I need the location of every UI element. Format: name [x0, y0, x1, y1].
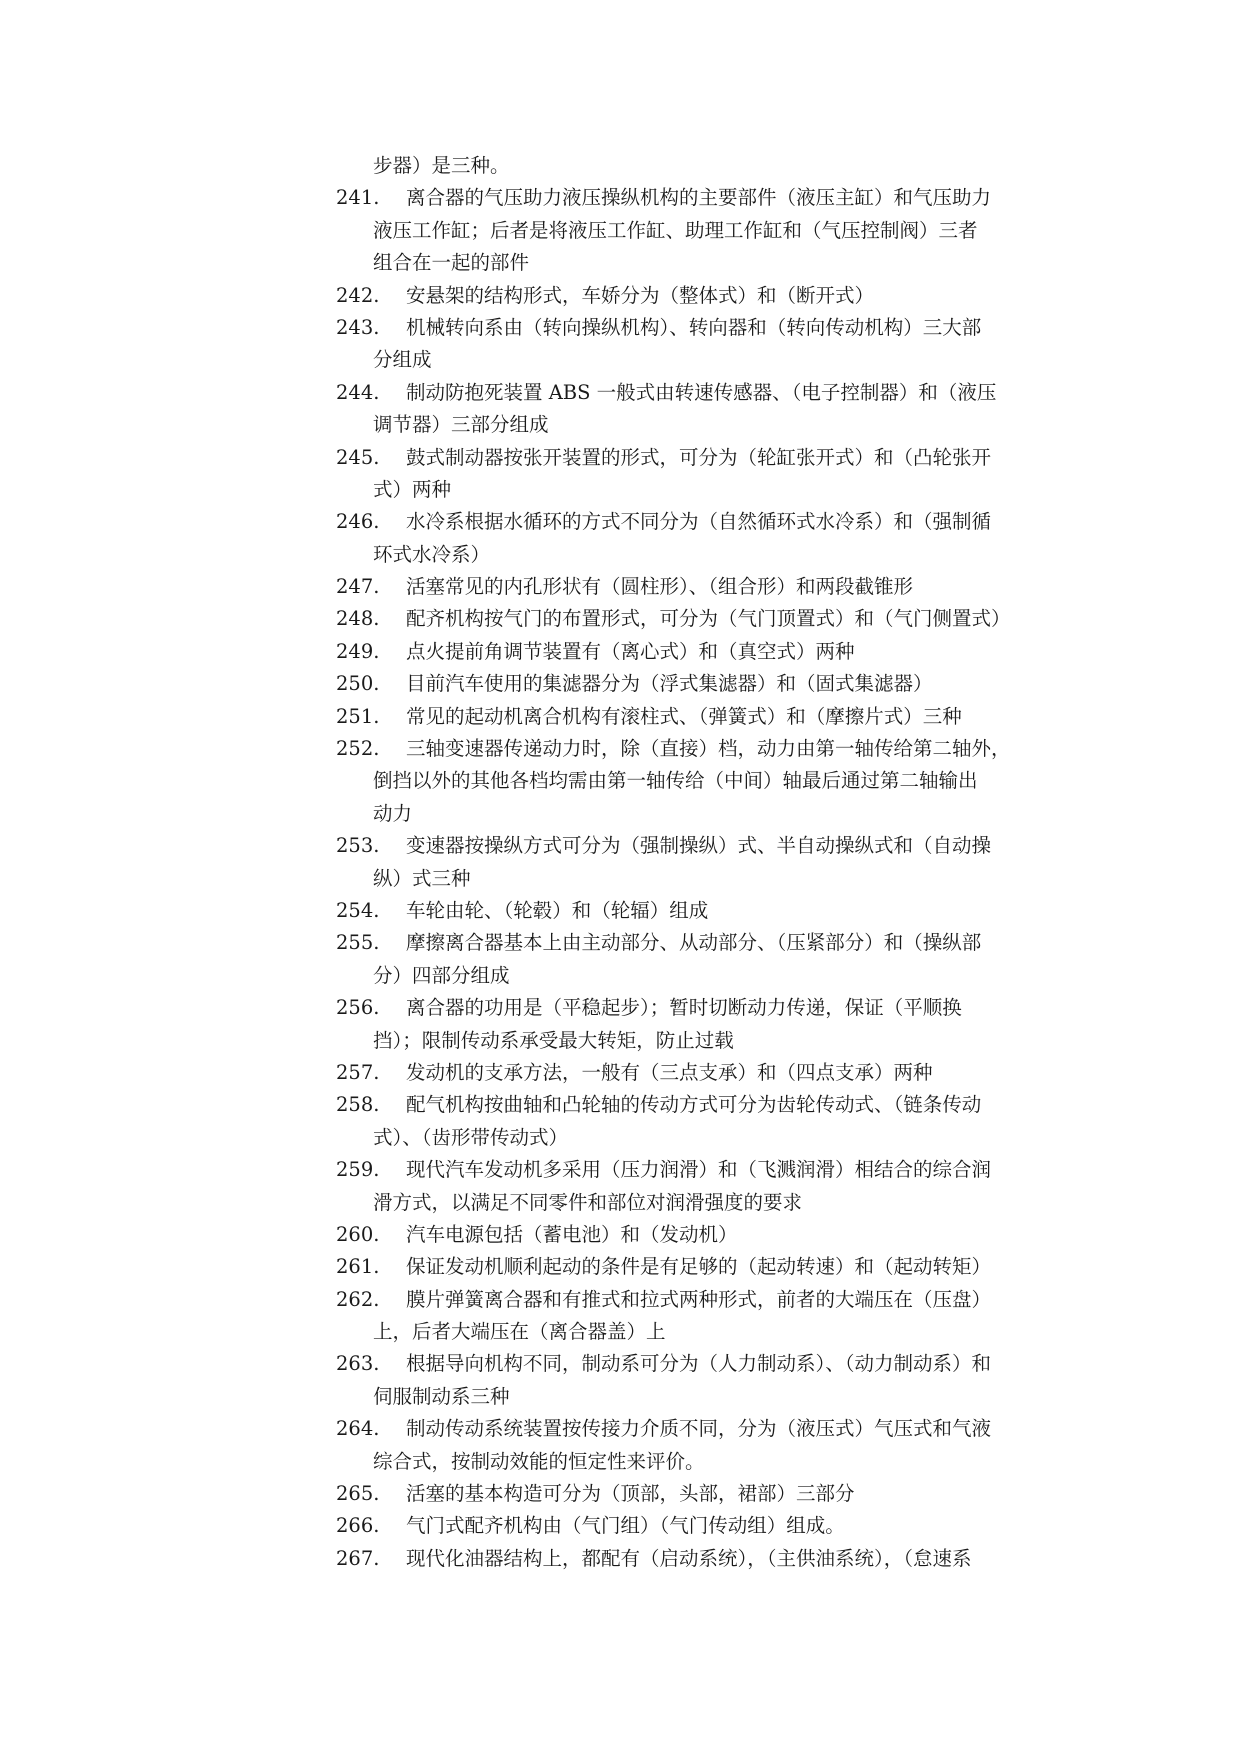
item-text: 目前汽车使用的集滤器分为（浮式集滤器）和（固式集滤器）: [406, 672, 933, 696]
list-item: [336, 830, 1050, 895]
item-number: 266.: [336, 1514, 380, 1538]
item-continuation-line: 综合式，按制动效能的恒定性来评价。: [373, 1449, 705, 1473]
item-continuation-line: 上，后者大端压在（离合器盖）上: [373, 1320, 666, 1344]
lead-continuation: 步器）是三种。: [373, 154, 510, 177]
item-number: 244.: [336, 380, 380, 404]
item-number: 248.: [336, 607, 380, 631]
item-first-line: [336, 506, 1050, 538]
item-number: 256.: [336, 996, 380, 1020]
item-number: 262.: [336, 1287, 380, 1311]
item-text: 制动防抱死装置 ABS 一般式由转速传感器、（电子控制器）和（液压: [406, 380, 997, 404]
list-item: [336, 992, 1050, 1057]
item-continuation-line: 环式水冷系）: [373, 542, 491, 566]
item-number: 241.: [336, 186, 380, 210]
list-item: [336, 1057, 1050, 1089]
list-item: [336, 636, 1050, 668]
item-text: 点火提前角调节装置有（离心式）和（真空式）两种: [406, 639, 855, 663]
item-first-line: [336, 280, 1050, 312]
item-first-line: [336, 1154, 1050, 1186]
item-continuation-line: 纵）式三种: [373, 866, 471, 890]
item-first-line: [336, 1057, 1050, 1089]
item-number: 265.: [336, 1482, 380, 1506]
item-text: 活塞的基本构造可分为（顶部，头部，裙部）三部分: [406, 1482, 855, 1506]
item-continuation-line: 调节器）三部分组成: [373, 413, 549, 437]
item-first-line: [336, 895, 1050, 927]
item-first-line: [336, 733, 1050, 765]
list-item: [336, 1413, 1050, 1478]
item-first-line: [336, 668, 1050, 700]
item-continuation-line: 分组成: [373, 348, 432, 372]
item-continuation-line: 式）、（齿形带传动式）: [373, 1125, 569, 1149]
item-text: 汽车电源包括（蓄电池）和（发动机）: [406, 1222, 738, 1246]
item-text: 车轮由轮、（轮毂）和（轮辐）组成: [406, 898, 709, 922]
item-first-line: [336, 1478, 1050, 1510]
item-number: 242.: [336, 283, 380, 307]
item-first-line: [336, 1284, 1050, 1316]
item-text: 三轴变速器传递动力时，除（直接）档，动力由第一轴传给第二轴外，: [406, 737, 1011, 761]
list-item: [336, 506, 1050, 571]
item-continuation-line: 分）四部分组成: [373, 963, 510, 987]
item-number: 257.: [336, 1060, 380, 1084]
item-text: 水冷系根据水循环的方式不同分为（自然循环式水冷系）和（强制循: [406, 510, 992, 534]
item-first-line: [336, 1089, 1050, 1121]
list-item: [336, 895, 1050, 927]
item-text: 活塞常见的内孔形状有（圆柱形）、（组合形）和两段截锥形: [406, 575, 914, 599]
item-text: 机械转向系由（转向操纵机构）、转向器和（转向传动机构）三大部: [406, 315, 982, 339]
item-number: 252.: [336, 737, 380, 761]
item-continuation-line: 倒挡以外的其他各档均需由第一轴传给（中间）轴最后通过第二轴输出: [373, 769, 978, 793]
item-number: 251.: [336, 704, 380, 728]
item-continuation-line: 伺服制动系三种: [373, 1384, 510, 1408]
list-item: [336, 1089, 1050, 1154]
item-text: 常见的起动机离合机构有滚柱式、（弹簧式）和（摩擦片式）三种: [406, 704, 962, 728]
item-text: 变速器按操纵方式可分为（强制操纵）式、半自动操纵式和（自动操: [406, 834, 992, 858]
list-item: [336, 571, 1050, 603]
item-first-line: [336, 636, 1050, 668]
list-item: [336, 733, 1050, 830]
item-text: 制动传动系统装置按传接力介质不同，分为（液压式）气压式和气液: [406, 1417, 992, 1441]
item-continuation-line: 挡）；限制传动系承受最大转矩，防止过载: [373, 1028, 734, 1052]
item-first-line: [336, 1348, 1050, 1380]
list-item: [336, 1154, 1050, 1219]
item-first-line: [336, 312, 1050, 344]
item-text: 摩擦离合器基本上由主动部分、从动部分、（压紧部分）和（操纵部: [406, 931, 982, 955]
item-first-line: [336, 182, 1050, 214]
item-first-line: [336, 603, 1050, 635]
item-continuation-line: 式）两种: [373, 477, 452, 501]
list-item: [336, 442, 1050, 507]
item-first-line: [336, 830, 1050, 862]
item-number: 260.: [336, 1222, 380, 1246]
item-text: 气门式配齐机构由（气门组）（气门传动组）组成。: [406, 1514, 845, 1538]
item-first-line: [336, 1510, 1050, 1542]
item-text: 膜片弹簧离合器和有推式和拉式两种形式，前者的大端压在（压盘）: [406, 1287, 992, 1311]
item-first-line: [336, 992, 1050, 1024]
list-item: [336, 182, 1050, 279]
item-number: 255.: [336, 931, 380, 955]
item-text: 离合器的功用是（平稳起步）；暂时切断动力传递，保证（平顺换: [406, 996, 962, 1020]
question-list: [336, 150, 1050, 1575]
item-first-line: [336, 442, 1050, 474]
item-first-line: [336, 1251, 1050, 1283]
item-number: 264.: [336, 1417, 380, 1441]
item-first-line: [336, 927, 1050, 959]
list-item: [336, 1510, 1050, 1542]
list-item: [336, 701, 1050, 733]
item-text: 发动机的支承方法，一般有（三点支承）和（四点支承）两种: [406, 1060, 933, 1084]
item-number: 259.: [336, 1158, 380, 1182]
list-item: [336, 1543, 1050, 1575]
list-item: [336, 1219, 1050, 1251]
item-continuation-line: 滑方式，以满足不同零件和部位对润滑强度的要求: [373, 1190, 803, 1214]
item-number: 246.: [336, 510, 380, 534]
item-text: 安悬架的结构形式，车娇分为（整体式）和（断开式）: [406, 283, 875, 307]
item-text: 现代化油器结构上，都配有（启动系统），（主供油系统），（怠速系: [406, 1546, 972, 1570]
item-continuation-line: 液压工作缸；后者是将液压工作缸、助理工作缸和（气压控制阀）三者: [373, 218, 978, 242]
item-text: 离合器的气压助力液压操纵机构的主要部件（液压主缸）和气压助力: [406, 186, 992, 210]
item-text: 根据导向机构不同，制动系可分为（人力制动系）、（动力制动系）和: [406, 1352, 992, 1376]
item-number: 250.: [336, 672, 380, 696]
item-text: 保证发动机顺利起动的条件是有足够的（起动转速）和（起动转矩）: [406, 1255, 992, 1279]
item-text: 现代汽车发动机多采用（压力润滑）和（飞溅润滑）相结合的综合润: [406, 1158, 992, 1182]
list-item: [336, 668, 1050, 700]
list-item: [336, 603, 1050, 635]
list-item: [336, 1284, 1050, 1349]
item-number: 258.: [336, 1093, 380, 1117]
item-number: 254.: [336, 898, 380, 922]
item-first-line: [336, 571, 1050, 603]
list-item: [336, 280, 1050, 312]
item-first-line: [336, 1543, 1050, 1575]
item-text: 鼓式制动器按张开装置的形式，可分为（轮缸张开式）和（凸轮张开: [406, 445, 992, 469]
list-item: [336, 1348, 1050, 1413]
item-continuation-line: 组合在一起的部件: [373, 251, 530, 275]
item-first-line: [336, 377, 1050, 409]
list-item: [336, 927, 1050, 992]
item-continuation-line: 动力: [373, 801, 413, 825]
item-first-line: [336, 701, 1050, 733]
item-first-line: [336, 1413, 1050, 1445]
item-number: 253.: [336, 834, 380, 858]
list-item: [336, 1251, 1050, 1283]
item-number: 245.: [336, 445, 380, 469]
list-item: [336, 1478, 1050, 1510]
item-first-line: [336, 1219, 1050, 1251]
list-item: [336, 377, 1050, 442]
item-number: 267.: [336, 1546, 380, 1570]
item-text: 配齐机构按气门的布置形式，可分为（气门顶置式）和（气门侧置式）: [406, 607, 1011, 631]
item-text: 配气机构按曲轴和凸轮轴的传动方式可分为齿轮传动式、（链条传动: [406, 1093, 982, 1117]
item-number: 247.: [336, 575, 380, 599]
list-item: [336, 312, 1050, 377]
item-number: 261.: [336, 1255, 380, 1279]
item-number: 263.: [336, 1352, 380, 1376]
item-number: 243.: [336, 315, 380, 339]
item-number: 249.: [336, 639, 380, 663]
